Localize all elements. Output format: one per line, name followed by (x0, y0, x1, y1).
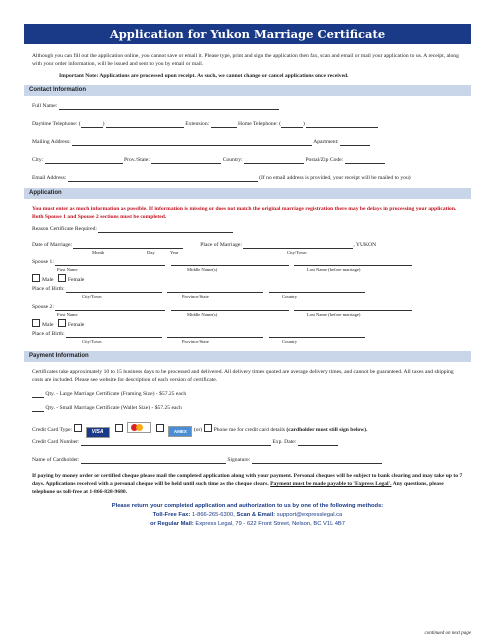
pob-prov-label-2: Province/State (182, 339, 209, 344)
spouse2-gender-row (32, 319, 471, 327)
cc-type-row (32, 422, 471, 435)
mailing-field[interactable] (72, 139, 312, 146)
reason-label: Reason Certificate Required: (32, 226, 97, 232)
cc-number-row (32, 438, 471, 446)
city-field[interactable] (45, 157, 123, 164)
female-label-2: Female (67, 322, 85, 328)
application-warning: You must enter as much information as possible. If information is missing or does not match the original marriage registration there may be delays in processing your application. Both Spouse 1 and Spouse 2 sections must be completed. (32, 206, 457, 220)
prov-field[interactable] (151, 157, 221, 164)
postal-label: Postal/Zip Code: (305, 157, 344, 163)
visa-checkbox[interactable] (74, 424, 82, 432)
spouse1-pob-row (32, 285, 471, 293)
payment-info: Certificates take approximately 10 to 15 business days to be processed and delivered. All delivery times quoted are average delivery times, and cannot be guaranteed. All taxes and shipping costs are included. Please see website for description of each version of certificate. (32, 369, 454, 383)
yukon-label: , YUKON (353, 242, 377, 248)
year-label: Year (170, 250, 179, 255)
apartment-label: Apartment: (313, 139, 339, 145)
phone-me-label: Phone me for credit card details (213, 427, 285, 433)
day-phone-paren: ) (102, 121, 105, 127)
first-name-label: First Name (57, 267, 78, 272)
mailing-row (32, 138, 471, 146)
page-title: Application for Yukon Marriage Certificate (24, 24, 471, 44)
email-field[interactable] (68, 175, 258, 182)
date-of-marriage-label: Date of Marriage: (32, 242, 73, 248)
spouse2-label: Spouse 2: (32, 304, 54, 310)
email-row (32, 174, 471, 182)
mastercard-icon (127, 422, 151, 433)
return-methods (24, 502, 471, 529)
email-label: Email Address: (32, 175, 67, 181)
full-name-row (32, 102, 471, 110)
continued-note: continued on next page (424, 631, 471, 636)
spouse2-last-field[interactable] (294, 304, 412, 311)
mailing-label: Mailing Address: (32, 139, 71, 145)
pob-city-label-2: City/Town (82, 339, 102, 344)
place-of-marriage-label: Place of Marriage: (200, 242, 242, 248)
spouse1-label: Spouse 1: (32, 259, 54, 265)
cardholder-label: Name of Cardholder: (32, 457, 80, 463)
pob-country-label-2: Country (282, 339, 298, 344)
qty-large-field[interactable] (32, 391, 44, 398)
spouse1-pob-prov-field[interactable] (167, 286, 263, 293)
mail-label: or Regular Mail: (149, 521, 194, 527)
apartment-field[interactable] (340, 139, 370, 146)
cc-number-field[interactable] (81, 439, 271, 446)
reason-row (32, 225, 471, 233)
spouse2-row (32, 303, 471, 311)
first-name-label-2: First Name (57, 312, 78, 317)
pob-label: Place of Birth: (32, 286, 65, 292)
phone-me-checkbox[interactable] (204, 424, 212, 432)
pob-country-label: Country (282, 294, 298, 299)
reason-field[interactable] (98, 226, 233, 233)
last-name-label-2: Last Name (before marriage) (307, 312, 361, 317)
amex-checkbox[interactable] (156, 424, 164, 432)
spouse1-last-field[interactable] (294, 259, 412, 266)
application-section-heading: Application (24, 188, 471, 199)
qty-large-row (32, 390, 471, 398)
city-label: City: (32, 157, 44, 163)
spouse2-female-checkbox[interactable] (58, 319, 66, 327)
day-phone-field[interactable] (106, 121, 184, 128)
exp-field[interactable] (298, 439, 338, 446)
cc-type-label: Credit Card Type: (32, 427, 73, 433)
postal-field[interactable] (345, 157, 385, 164)
money-order-body: If paying by money order or certified cheque please mail the completed application along with your payment. Personal cheques will be subject to bank clearing and may take up to 7 days. Applications received with a personal cheque will be held until such time as the cheque clears. (32, 473, 463, 487)
intro-text: Although you can fill out the application online, you cannot save or email it. Please type, print and sign the application then fax, scan and email or mail your application to us. A receipt, along with your order information, will be issued and sent to you by email or mail. (32, 53, 459, 67)
exp-label: Exp. Date: (272, 439, 297, 445)
spouse2-middle-field[interactable] (171, 304, 289, 311)
spouse1-gender-row (32, 274, 471, 282)
qty-large-label: Qty. - Large Marriage Certificate (Framing Size) - $57.25 each (45, 391, 187, 397)
visa-card-icon: VISA (86, 427, 110, 438)
support-email-link[interactable]: support@expresslegal.ca (276, 512, 343, 518)
place-of-marriage-field[interactable] (243, 242, 353, 249)
day-label: Day (147, 250, 155, 255)
application-form (24, 24, 471, 529)
signature-label: Signature: (227, 457, 251, 463)
last-name-label: Last Name (before marriage) (307, 267, 361, 272)
middle-names-label: Middle Name(s) (187, 267, 218, 272)
spouse1-pob-country-field[interactable] (269, 286, 365, 293)
full-name-label: Full Name: (32, 103, 58, 109)
extension-field[interactable] (211, 121, 237, 128)
pob-label-2: Place of Birth: (32, 331, 65, 337)
scan-email-label: Scan & Email: (236, 512, 276, 518)
spouse2-pob-sublabels (32, 338, 471, 345)
payment-section-heading: Payment Information (24, 351, 471, 362)
spouse1-pob-city-field[interactable] (66, 286, 162, 293)
important-note: Important Note: Applications are processed upon receipt. As such, we cannot change or cancel applications once received. (59, 73, 349, 79)
middle-names-label-2: Middle Name(s) (187, 312, 218, 317)
or-label: (or) (193, 427, 203, 433)
pob-prov-label: Province/State (182, 294, 209, 299)
prov-label: Prov./State: (124, 157, 150, 163)
spouse1-middle-field[interactable] (171, 259, 289, 266)
phone-me-bold: (cardholder must still sign below). (286, 427, 368, 433)
marriage-city-label: City/Town (287, 250, 307, 255)
spouse2-pob-prov-field[interactable] (167, 331, 263, 338)
city-row (32, 156, 471, 164)
email-note: (If no email address is provided, your receipt will be mailed to you) (259, 175, 411, 181)
questions-note: Any questions, please telephone us toll-free at 1-866-828-9680. (32, 481, 444, 495)
female-label: Female (67, 277, 85, 283)
qty-small-label: Qty. - Small Marriage Certificate (Wallet Size) - $57.25 each (45, 405, 182, 411)
spouse1-pob-sublabels (32, 293, 471, 300)
spouse1-first-field[interactable] (55, 259, 165, 266)
fax-number: 1-866-265-6300, (191, 512, 235, 518)
month-label: Month (92, 250, 105, 255)
country-field[interactable] (244, 157, 304, 164)
cc-number-label: Credit Card Number: (32, 439, 80, 445)
pob-city-label: City/Town (82, 294, 102, 299)
spouse2-first-field[interactable] (55, 304, 165, 311)
mail-line (24, 520, 471, 529)
home-phone-paren: ) (303, 121, 305, 127)
date-sublabels (32, 249, 471, 256)
signature-field[interactable] (252, 457, 382, 464)
spouse2-pob-city-field[interactable] (66, 331, 162, 338)
home-phone-label: Home Telephone: ( (238, 121, 282, 127)
fax-email-line (24, 511, 471, 520)
qty-small-row (32, 404, 471, 412)
amex-card-icon: AMEX (168, 426, 192, 437)
return-heading: Please return your completed application and authorization to us by one of the following methods: (111, 503, 384, 509)
fax-label: Toll-Free Fax: (152, 512, 191, 518)
date-of-marriage-field[interactable] (73, 242, 183, 249)
spouse2-pob-row (32, 330, 471, 338)
spouse2-pob-country-field[interactable] (269, 331, 365, 338)
day-phone-area-field[interactable] (81, 121, 103, 128)
date-place-row (32, 241, 471, 249)
home-phone-field[interactable] (306, 121, 378, 128)
qty-small-field[interactable] (32, 405, 44, 412)
phone-row (32, 120, 471, 128)
spouse1-female-checkbox[interactable] (58, 274, 66, 282)
cardholder-field[interactable] (81, 457, 226, 464)
day-phone-label: Daytime Telephone: ( (32, 121, 81, 127)
spouse2-sublabels (32, 311, 471, 318)
money-order-text (32, 472, 463, 496)
payable-note: Payment must be made payable to 'Express Legal'. (270, 481, 392, 487)
spouse1-row (32, 258, 471, 266)
male-label-2: Male (42, 322, 54, 328)
cardholder-row (32, 456, 471, 464)
mail-address: Express Legal, 79 - 622 Front Street, Nelson, BC V1L 4B7 (195, 521, 346, 527)
male-label: Male (42, 277, 54, 283)
spouse1-male-checkbox[interactable] (32, 274, 40, 282)
home-phone-area-field[interactable] (281, 121, 303, 128)
mastercard-checkbox[interactable] (115, 424, 123, 432)
country-label: Country: (222, 157, 243, 163)
contact-section-heading: Contact Information (24, 85, 471, 96)
spouse2-male-checkbox[interactable] (32, 319, 40, 327)
spouse1-sublabels (32, 266, 471, 273)
full-name-field[interactable] (59, 103, 279, 110)
extension-label: Extension: (185, 121, 210, 127)
